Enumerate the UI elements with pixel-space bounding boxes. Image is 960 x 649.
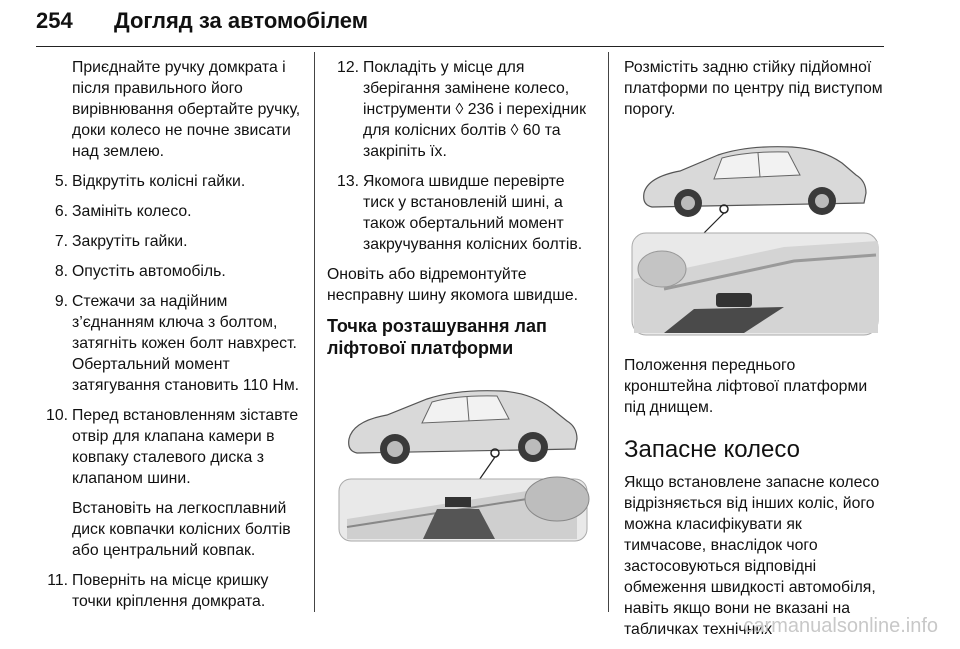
column-divider-2 [608, 52, 609, 612]
step-6 [36, 201, 304, 222]
step-5 [36, 171, 304, 192]
step-number: 5. [54, 173, 68, 190]
step-11 [36, 570, 304, 612]
spare-wheel-paragraph: Якщо встановлене запасне колесо відрізняється від інших коліс, його можна класифікувати як тимчасове, внаслідок чого застосовуються відповідні обмеження швидкості автомобіля, навіть якщо вони не вказані на табличках технічних [624, 474, 880, 638]
step-text: Перед встановленням зіставте отвір для клапана камери в ковпаку сталевого диска з клапаном шини. [72, 407, 299, 487]
step-9 [36, 291, 304, 396]
step-number: 8. [54, 263, 68, 280]
repair-paragraph: Оновіть або відремонтуйте несправну шину якомога швидше. [327, 266, 579, 304]
step-text: Стежачи за надійним з’єднанням ключа з болтом, затягніть кожен болт навхрест. Обертальний момент затягування становить 110 Нм. [72, 293, 300, 394]
step-number: 11. [47, 572, 68, 589]
lift-point-front-figure [624, 129, 886, 341]
step-text: Покладіть у місце для зберігання замінене колесо, інструменти ◊ 236 і перехідник для колісних болтів ◊ 60 та закріпіть їх. [363, 59, 586, 160]
step-number: 9. [54, 293, 68, 310]
page-title: Догляд за автомобілем [114, 8, 369, 33]
spare-wheel-heading: Запасне колесо [624, 436, 801, 463]
step-text: Якомога швидше перевірте тиск у встановленій шині, а також обертальний момент закручування колісних болтів. [363, 173, 583, 253]
lift-points-heading: Точка розташування лап ліфтової платформи [327, 316, 547, 358]
step-number: 6. [54, 203, 68, 220]
car-lift-illustration [327, 369, 599, 545]
step-number: 12. [337, 59, 359, 76]
page-number: 254 [36, 8, 73, 33]
step-13 [327, 171, 599, 255]
step-text: Відкрутіть колісні гайки. [72, 173, 246, 190]
step4-continuation: Приєднайте ручку домкрата і після правильного його вирівнювання обертайте ручку, доки колесо не почне звисати над землею. [72, 59, 301, 160]
header-rule [36, 46, 884, 47]
step-text: Опустіть автомобіль. [72, 263, 226, 280]
step-7 [36, 231, 304, 252]
column-divider-1 [314, 52, 315, 612]
page-header [36, 8, 884, 50]
step-10 [36, 405, 304, 489]
column-3 [624, 57, 886, 649]
rear-lift-instruction: Розмістіть задню стійку підйомної платформи по центру під виступом порогу. [624, 59, 883, 118]
step-number: 10. [46, 407, 68, 424]
step-number: 13. [337, 173, 359, 190]
step-text: Поверніть на місце кришку точки кріплення домкрата. [72, 572, 269, 610]
step-12 [327, 57, 599, 162]
column-1 [36, 57, 304, 621]
column-2 [327, 57, 599, 559]
step-10-extra: Встановіть на легкосплавний диск ковпачки колісних болтів або центральний ковпак. [72, 500, 291, 559]
step-8 [36, 261, 304, 282]
watermark: carmanualsonline.info [743, 615, 938, 637]
step-number: 7. [54, 233, 68, 250]
step-text: Замініть колесо. [72, 203, 192, 220]
figure-caption: Положення переднього кронштейна ліфтової платформи під днищем. [624, 357, 868, 416]
lift-point-rear-figure [327, 369, 599, 545]
step-text: Закрутіть гайки. [72, 233, 188, 250]
front-lift-illustration [624, 129, 886, 341]
